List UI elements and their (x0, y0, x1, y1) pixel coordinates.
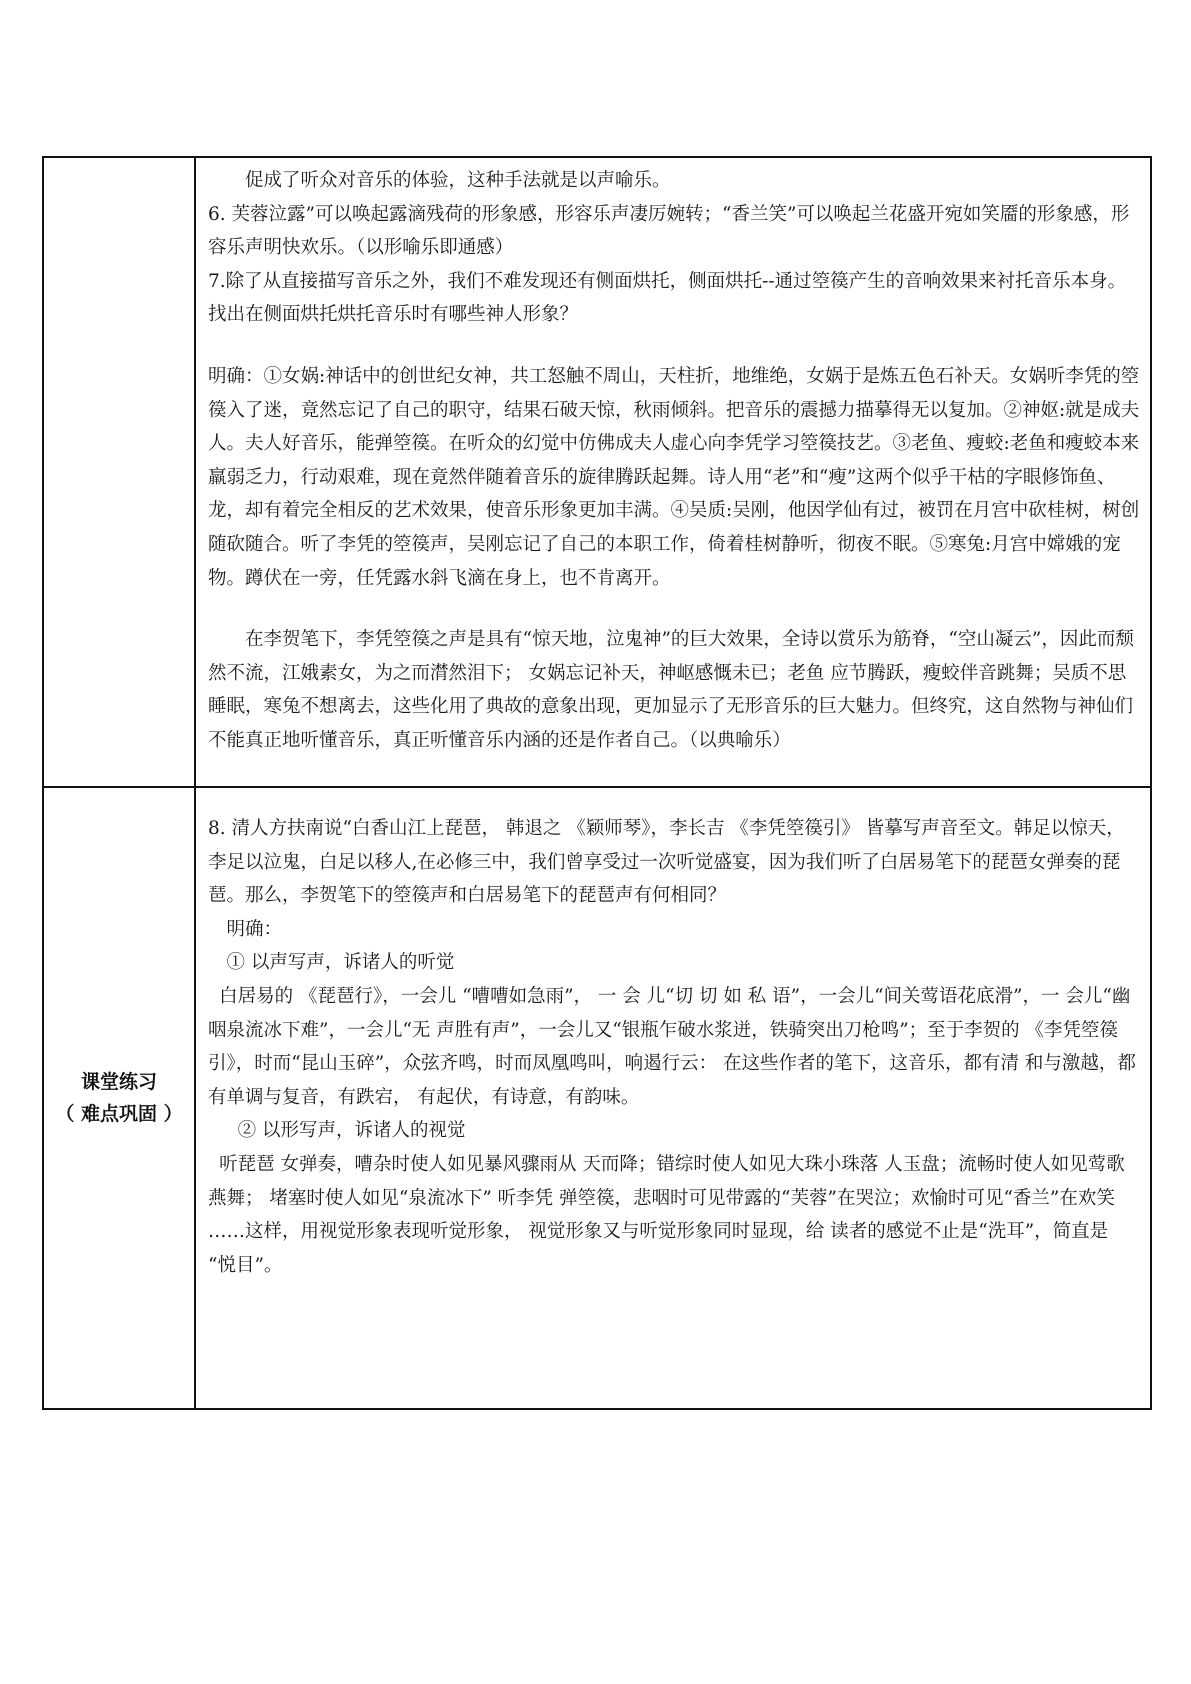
paragraph-sound-description: 白居易的 《琵琶行》，一会儿 “嘈嘈如急雨”， 一 会 儿“切 切 如 私 语”，一会儿“间关莺语花底滑”，一 会儿“幽咽泉流冰下难”，一会儿“无 声胜有声”，一会儿又“银瓶乍破水浆迸，铁骑突出刀枪鸣”；至于李贺的 《李凭箜篌引》，时而“昆山玉碎”，众弦齐鸣，时而凤凰鸣叫，响遏行云： 在这些作者的笔下，这音乐，都有清 和与激越，都有单调与复音，有跌宕， 有起伏，有诗意，有韵味。 (208, 985, 1136, 1108)
lesson-table (42, 156, 1152, 1410)
paragraph-conclusion: 在李贺笔下，李凭箜篌之声是具有“惊天地，泣鬼神”的巨大效果，全诗以赏乐为筋脊，“空山凝云”，因此而颓然不流，江娥素女，为之而潸然泪下； 女娲忘记补天，神岖感慨未已；老鱼 应节腾跃，瘦蛟伴音跳舞；吴质不思 睡眠，寒兔不想离去，这些化用了典故的意象出现，更加显示了无形音乐的巨大魅力。但终究，这自然物与神仙们不能真正地听懂音乐，真正听懂音乐内涵的还是作者自己。（以典喻乐） (208, 629, 1134, 751)
row2-label-cell (43, 787, 195, 1409)
paragraph-7: 7.除了从直接描写音乐之外，我们不难发现还有侧面烘托，侧面烘托--通过箜篌产生的音响效果来衬托音乐本身。找出在侧面烘托烘托音乐时有哪些神人形象？ (208, 270, 1127, 326)
section-label-practice: 课堂练习 (80, 1071, 157, 1093)
paragraph-6: 6. 芙蓉泣露”可以唤起露滴残荷的形象感，形容乐声凄厉婉转；“香兰笑”可以唤起兰花盛开宛如笑靥的形象感，形容乐声明快欢乐。（以形喻乐即通感） (208, 203, 1130, 259)
paragraph-point-2: ② 以形写声，诉诸人的视觉 (237, 1120, 466, 1142)
paragraph-point-1: ① 以声写声，诉诸人的听觉 (226, 952, 455, 974)
paragraph-answer-label: 明确： (226, 918, 283, 940)
table-row-analysis (43, 157, 1151, 787)
paragraph-summary: 促成了听众对音乐的体验，这种手法就是以声喻乐。 (245, 170, 671, 191)
row1-content-cell (195, 157, 1151, 787)
row2-content-cell (195, 787, 1151, 1409)
paragraph-8: 8. 清人方扶南说“白香山江上琵琶， 韩退之 《颖师琴》，李长吉 《李凭箜篌引》 皆摹写声音至文。韩足以惊天， 李足以泣鬼，白足以移人,在必修三中，我们曾享受过一次听觉盛宴，因为我们听了白居易笔下的琵琶女弹奏的琵琶。那么，李贺笔下的箜篌声和白居易笔下的琵琶声有何相同？ (208, 818, 1125, 907)
section-label-difficulty: （ 难点巩固 ） (55, 1103, 183, 1125)
paragraph-answer-figures: 明确：①女娲:神话中的创世纪女神，共工怒触不周山，天柱折，地维绝，女娲于是炼五色石补天。女娲听李凭的箜篌入了迷，竟然忘记了自己的职守，结果石破天惊，秋雨倾斜。把音乐的震撼力描摹得无以复加。②神妪:就是成夫人。夫人好音乐，能弹箜篌。在听众的幻觉中仿佛成夫人虚心向李凭学习箜篌技艺。③老鱼、瘦蛟:老鱼和瘦蛟本来羸弱乏力，行动艰难，现在竟然伴随着音乐的旋律腾跃起舞。诗人用“老”和“瘦”这两个似乎干枯的字眼修饰鱼、龙，却有着完全相反的艺术效果，使音乐形象更加丰满。④吴质:吴刚，他因学仙有过，被罚在月宫中砍桂树，树创随砍随合。听了李凭的箜篌声，吴刚忘记了自己的本职工作，倚着桂树静听，彻夜不眠。⑤寒兔:月宫中嫦娥的宠物。蹲伏在一旁，任凭露水斜飞滴在身上，也不肯离开。 (208, 365, 1140, 589)
row1-label-cell (43, 157, 195, 787)
paragraph-visual-description: 听琵琶 女弹奏，嘈杂时使人如见暴风骤雨从 天而降；错综时使人如见大珠小珠落 人玉盘；流畅时使人如见莺歌燕舞； 堵塞时使人如见“泉流冰下” 听李凭 弹箜篌，悲咽时可见带露的“芙蓉”在哭泣；欢愉时可见“香兰”在欢笑 ……这样，用视觉形象表现听觉形象， 视觉形象又与听觉形象同时显现，给 读者的感觉不止是“洗耳”，简直是 “悦目”。 (208, 1153, 1125, 1276)
table-row-practice (43, 787, 1151, 1409)
